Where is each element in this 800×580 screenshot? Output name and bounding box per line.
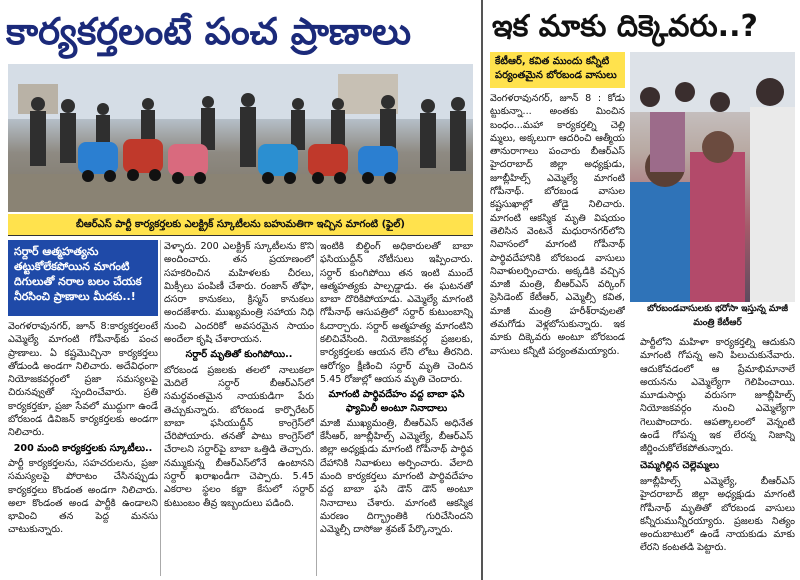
column-rule — [160, 240, 161, 576]
left-col3-text: ఇంటికి బిల్డింగ్ అధికారులతో బాబా ఫసియుద్దీన్ నోటీసులు ఇప్పించారు. సర్దార్ కుంగిపోయి తన ఇంటి ముందే ఆత్మహత్యకు పాల్పడ్డాడు. ఈ ఘటనతో బాబా దొరికిపోయాడు. ఎమ్మెల్యే మాగంటి గోపీనాథ్ ఆసుపత్రిలో సర్దార్ కుటుంబాన్ని ఓదార్చారు. సర్దార్ అత్మహత్య మాగంటిని కలిచివేసింది. నియోజకవర్గ ప్రజలకు, కార్యకర్తలకు ఆయన లేని లోటు తీరనిది. ఆరోగ్యం క్షీణించి సర్దార్ మృతి చెందిన 5.45 రోజుల్లో ఆయన మృతి చెందారు. — [320, 241, 473, 385]
left-column-2 — [164, 240, 314, 576]
left-col1-text: వెంగళరావునగర్, జూన్ 8:కార్యకర్తలంటే ఎమ్మెల్యే మాగంటి గోపీనాథ్‌కు పంచ ప్రాణాలు. ఏ కష్టమొచ్చినా కార్యకర్తలు తోడుండి అండగా నిలిచారు. అదేవిధంగా నియోజకవర్గంలో ప్రజా సమస్యలపై చిరునవ్వుతో స్పందించేవారు. ప్రతి కార్యకర్తకూ, ప్రజా సేవలో ముద్దుగా ఉండే బోరబండ డివిజన్ కార్యకర్తలకు అండగా నిలిచారు. — [8, 321, 158, 439]
left-column-1 — [8, 320, 158, 576]
right-col1-text: వెంగళరావునగర్, జూన్ 8 : కోడు ట్టుకున్నా... అంతకు మించిన బంధం...మహా కార్యకర్తల్ని చెల్లి మ్మలు, అక్కలుగా ఆదరించి ఆత్మీయ తానురాగాలు పంచారు బీఆర్ఎస్ హైదరాబాద్ జిల్లా అధ్యక్షుడు, జూబ్లీహిల్స్ ఎమ్మెల్యే మాగంటి గోపీనాథ్. బోరబండ వాసుల కష్టసుఖాల్లో తోడై నిలిచారు. మాగంటి ఆకస్మిక మృతి విషయం తెలిసిన వెంటనే మధురానగర్‌లోని నివాసంలో మాగంటి గోపీనాథ్ పార్థివదేహానికి బోరబండ వాసులు నివాళులర్పించారు. అక్కడికి వచ్చిన మాజీ మంత్రి, బీఆర్ఎస్ వర్కింగ్ ప్రెసిడెంట్ కేటీఆర్, ఎమ్మెల్సీ కవిత, మాజీ మంత్రి హరీశ్‌రావులతో తమగోడు వెళ్లబోసుకున్నారు. ఇక మాకు దిక్కెవరు అంటూ బోరబండ వాసులు కన్నీటి పర్యంతమయ్యారు. — [490, 93, 625, 357]
right-kicker: కేటీఆర్, కవిత ముందు కన్నీటి పర్యంతమైన బోరబండ వాసులు — [490, 52, 625, 88]
crowd-with-leader-image — [630, 52, 795, 302]
right-photo-caption: బోరబండవాసులకు భరోసా ఇస్తున్న మాజీ మంత్రి కేటీఆర్ — [647, 304, 788, 328]
right-photo — [630, 52, 795, 302]
right-column-1 — [490, 92, 625, 576]
group-with-scooters-image — [8, 64, 473, 212]
right-column-2 — [640, 336, 795, 576]
left-col2-text-b: బోరబండ ప్రజలకు తలలో నాలుకలా మెదిలే సర్దార్ బీఆర్ఎస్‌లో సమర్థవంతమైన నాయకుడిగా పేరు తెచ్చుకున్నారు. బోరబండ కార్పొరేటర్ బాబా ఫసియుద్దీన్ కాంగ్రెస్‌లో చేరిపోయారు. తనతో పాటు కాంగ్రెస్‌లో చేరాలని సర్దార్‌పై బాబా ఒత్తిడి తెచ్చారు. నమ్ముకున్న బీఆర్ఎస్‌లోనే ఉంటానని సర్దార్ ఖరాఖండీగా చెప్పారు. 5.45 ఎకరాల స్థలం కబ్జా కేసులో సర్దార్ కుటుంబం తీవ్ర ఇబ్బందులు పడింది. — [164, 364, 314, 509]
left-column-3 — [320, 240, 473, 576]
left-subhead: సర్దార్ ఆత్మహత్యను తట్టుకోలేకపోయిన మాగంటి దిగులుతో నరాల బలం చేయక నీరసించి ప్రాణాలు మీదకు..! — [8, 240, 158, 316]
left-col3-text-b: మాజీ ముఖ్యమంత్రి, బీఆర్ఎస్ అధినేత కేసీఆర్, జూబ్లీహిల్స్ ఎమ్మెల్యే, బీఆర్ఎస్ జిల్లా అధ్యక్షుడు మాగంటి గోపీనాథ్ పార్థివ దేహానికి నివాళులు అర్పించారు. వేలాది మంది కార్యకర్తలు మాగంటి పార్థివదేహం వద్ద బాబా ఫసి డౌన్ డౌన్ అంటూ నినాదాలు చేశారు. మాగంటి ఆకస్మిక మరణం దిగ్భ్రాంతికి గురిచేసిందని ఎమ్మెల్సీ దాసోజు శ్రవణ్ పేర్కొన్నారు. — [320, 417, 473, 536]
story-separator — [481, 0, 483, 580]
left-photo — [8, 64, 473, 212]
left-headline: కార్యకర్తలంటే పంచ ప్రాణాలు — [6, 10, 412, 53]
right-headline: ఇక మాకు దిక్కెవరు..? — [492, 9, 758, 44]
left-photo-caption: బీఆర్ఎస్ పార్టీ కార్యకర్తలకు ఎలక్ట్రిక్ స్కూటీలను బహుమతిగా ఇచ్చిన మాగంటి (ఫైల్) — [8, 214, 473, 236]
left-col3-subheading: మాగంటి పార్థివదేహం వద్ద బాబా ఫసి ఫ్యామిలీ అంటూ నినాదాలు — [328, 389, 465, 414]
left-col2-text: వెళ్ళారు. 200 ఎలక్ట్రిక్ స్కూటీలను కొని అందించారు. తన ప్రయాణంలో సహకరించిన మహిళలకు చీరలు, మిక్సీలు పంపిణీ చేశారు. రంజాన్ తోఫా, దసరా కానుకలు, క్రిస్మస్ కానుకలు అందజేశారు. ముఖ్యమంత్రి సహాయ నిధి నుంచి ఎందరికో అవసరమైన సాయం అందేలా కృషి చేశారాయన. — [164, 241, 314, 346]
left-col1-text-b: పార్టీ కార్యకర్తలను, సహచరులను, ప్రజా సమస్యలపై పోరాటం చేసినప్పుడు కార్యకర్తలు కొండంత అండగా నిలిచారు. అలా కొండంత అండ పార్టీకి ఉండాలని భావించి తన పెద్ద మనసు చాటుకున్నారు. — [8, 457, 158, 536]
right-col2-subheading: చెమ్మగిల్లిన చెల్లెమ్మలు — [640, 459, 720, 471]
left-col1-subheading: 200 మంది కార్యకర్తలకు స్కూటీలు.. — [13, 442, 153, 454]
column-rule — [316, 240, 317, 576]
right-col2-text-b: జూబ్లీహిల్స్ ఎమ్మెల్యే, బీఆర్ఎస్ హైదరాబాద్ జిల్లా అధ్యక్షుడు మాగంటి గోపీనాథ్ మృతితో బోరబండ వాసులు కన్నీరుమున్నీరయ్యారు. ప్రజలకు నిత్యం అందుబాటులో ఉండే నాయకుడు మాకు లేరని కంటతడి పెట్టారు. — [640, 475, 795, 554]
right-col2-text: పార్టీలోని మహిళా కార్యకర్తల్ని ఆదుకుని మాగంటి గోపన్న అని పిలుచుకునేవారు. ఆదుకోవడంలో ఆ ప్రేమాభిమానాలే అయనను ఎమ్మెల్యేగా గెలిపించాయి. మూడుసార్లు వరుసగా జూబ్లీహిల్స్ నియోజకవర్గం నుంచి ఎమ్మెల్యేగా గెలుపొందారు. ఆపత్కాలంలో వెన్నంటి ఉండే గోపన్న ఇక లేరన్న నిజాన్ని జీర్ణించుకోలేకపోతున్నారు. — [640, 337, 795, 455]
left-col2-subheading: సర్దార్ మృతితో కుంగిపోయి.. — [185, 349, 293, 361]
